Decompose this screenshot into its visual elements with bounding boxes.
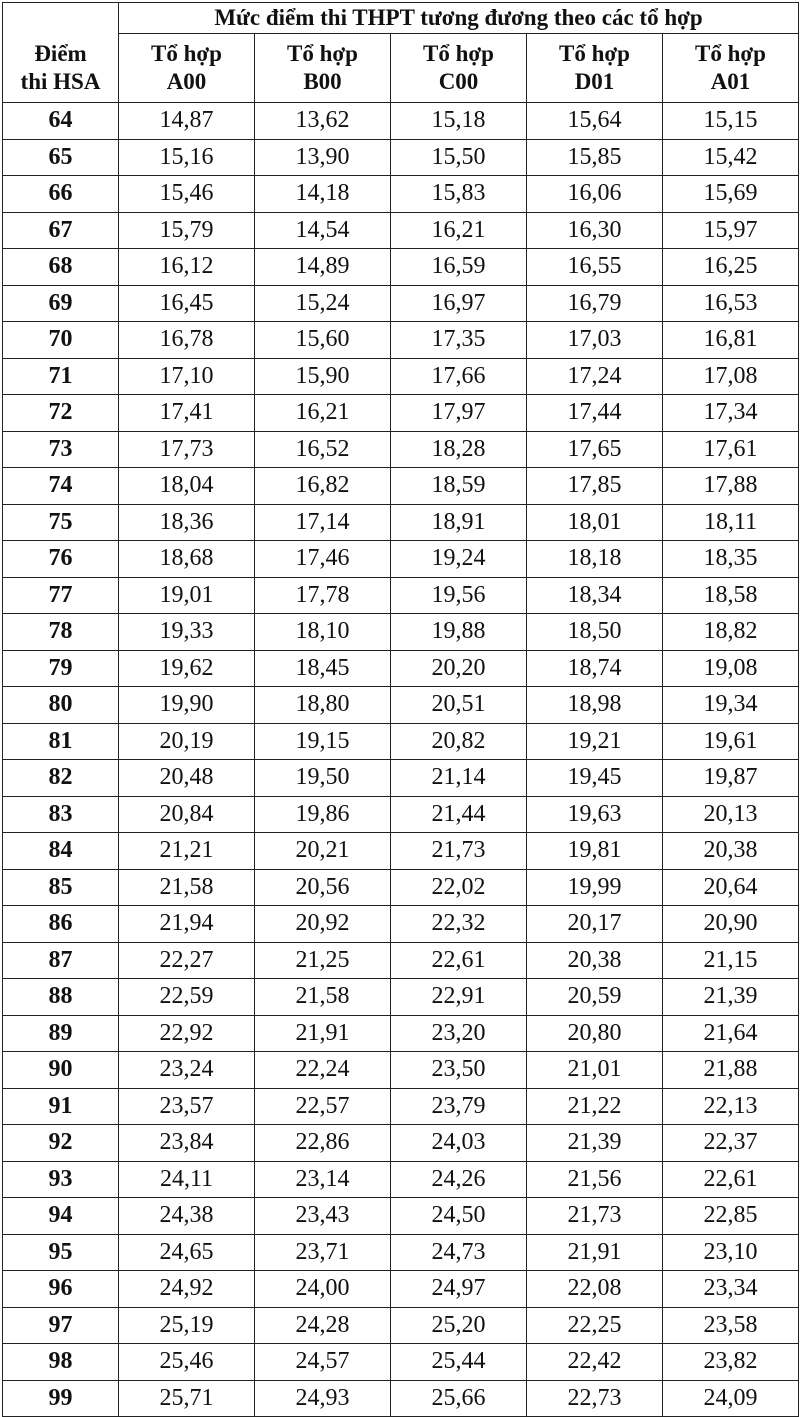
equivalent-score-a01-cell: 18,11 bbox=[663, 504, 799, 541]
equivalent-score-d01-cell: 16,79 bbox=[527, 285, 663, 322]
equivalent-score-d01-cell: 22,73 bbox=[527, 1380, 663, 1417]
equivalent-score-b00-cell: 13,62 bbox=[255, 103, 391, 140]
equivalent-score-a00-cell: 21,58 bbox=[119, 869, 255, 906]
table-body bbox=[3, 103, 799, 1417]
equivalent-score-b00-cell: 14,18 bbox=[255, 176, 391, 213]
equivalent-score-a01-cell: 23,10 bbox=[663, 1234, 799, 1271]
equivalent-score-a01-cell: 20,38 bbox=[663, 833, 799, 870]
group-title: Mức điểm thi THPT tương đương theo các tổ hợp bbox=[119, 3, 799, 34]
equivalent-score-c00-cell: 19,88 bbox=[391, 614, 527, 651]
equivalent-score-b00-cell: 21,91 bbox=[255, 1015, 391, 1052]
equivalent-score-d01-cell: 18,50 bbox=[527, 614, 663, 651]
equivalent-score-a00-cell: 19,62 bbox=[119, 650, 255, 687]
equivalent-score-b00-cell: 22,24 bbox=[255, 1052, 391, 1089]
equivalent-score-a01-cell: 20,13 bbox=[663, 796, 799, 833]
table-row bbox=[3, 833, 799, 870]
equivalent-score-c00-cell: 19,24 bbox=[391, 541, 527, 578]
header-combo-line1: Tổ hợp bbox=[695, 41, 766, 66]
equivalent-score-d01-cell: 18,74 bbox=[527, 650, 663, 687]
equivalent-score-a01-cell: 17,61 bbox=[663, 431, 799, 468]
hsa-score-cell: 79 bbox=[3, 650, 119, 687]
hsa-score-cell: 89 bbox=[3, 1015, 119, 1052]
equivalent-score-a01-cell: 15,69 bbox=[663, 176, 799, 213]
equivalent-score-a00-cell: 24,92 bbox=[119, 1271, 255, 1308]
equivalent-score-b00-cell: 24,93 bbox=[255, 1380, 391, 1417]
header-combo-code: B00 bbox=[303, 69, 342, 94]
equivalent-score-d01-cell: 17,24 bbox=[527, 358, 663, 395]
equivalent-score-c00-cell: 20,51 bbox=[391, 687, 527, 724]
table-row bbox=[3, 942, 799, 979]
equivalent-score-a00-cell: 21,94 bbox=[119, 906, 255, 943]
header-combo-a01 bbox=[663, 34, 799, 103]
hsa-score-cell: 66 bbox=[3, 176, 119, 213]
equivalent-score-c00-cell: 23,50 bbox=[391, 1052, 527, 1089]
hsa-score-cell: 73 bbox=[3, 431, 119, 468]
header-combo-code: D01 bbox=[574, 69, 615, 94]
header-hsa-line2: thi HSA bbox=[20, 68, 101, 94]
table-row bbox=[3, 1307, 799, 1344]
equivalent-score-a01-cell: 21,39 bbox=[663, 979, 799, 1016]
equivalent-score-d01-cell: 21,73 bbox=[527, 1198, 663, 1235]
hsa-score-cell: 86 bbox=[3, 906, 119, 943]
hsa-score-cell: 75 bbox=[3, 504, 119, 541]
equivalent-score-c00-cell: 16,59 bbox=[391, 249, 527, 286]
equivalent-score-c00-cell: 21,73 bbox=[391, 833, 527, 870]
hsa-score-cell: 84 bbox=[3, 833, 119, 870]
equivalent-score-a00-cell: 20,48 bbox=[119, 760, 255, 797]
equivalent-score-c00-cell: 15,50 bbox=[391, 139, 527, 176]
equivalent-score-b00-cell: 13,90 bbox=[255, 139, 391, 176]
equivalent-score-a01-cell: 17,34 bbox=[663, 395, 799, 432]
equivalent-score-a00-cell: 17,73 bbox=[119, 431, 255, 468]
hsa-score-cell: 78 bbox=[3, 614, 119, 651]
table-row bbox=[3, 723, 799, 760]
header-hsa-line1: Điểm bbox=[34, 40, 87, 66]
table-row bbox=[3, 687, 799, 724]
hsa-score-cell: 92 bbox=[3, 1125, 119, 1162]
hsa-score-cell: 85 bbox=[3, 869, 119, 906]
header-combo-code: C00 bbox=[438, 69, 479, 94]
header-combo-line1: Tổ hợp bbox=[151, 41, 222, 66]
header-combo-a00 bbox=[119, 34, 255, 103]
equivalent-score-d01-cell: 21,01 bbox=[527, 1052, 663, 1089]
hsa-score-cell: 81 bbox=[3, 723, 119, 760]
equivalent-score-c00-cell: 25,20 bbox=[391, 1307, 527, 1344]
header-combo-code: A01 bbox=[710, 69, 751, 94]
equivalent-score-b00-cell: 16,82 bbox=[255, 468, 391, 505]
equivalent-score-b00-cell: 15,60 bbox=[255, 322, 391, 359]
equivalent-score-c00-cell: 21,14 bbox=[391, 760, 527, 797]
table-row bbox=[3, 650, 799, 687]
equivalent-score-a01-cell: 16,25 bbox=[663, 249, 799, 286]
hsa-score-cell: 68 bbox=[3, 249, 119, 286]
equivalent-score-d01-cell: 19,45 bbox=[527, 760, 663, 797]
equivalent-score-a01-cell: 21,15 bbox=[663, 942, 799, 979]
equivalent-score-b00-cell: 16,21 bbox=[255, 395, 391, 432]
hsa-score-cell: 72 bbox=[3, 395, 119, 432]
equivalent-score-b00-cell: 20,21 bbox=[255, 833, 391, 870]
equivalent-score-a00-cell: 16,12 bbox=[119, 249, 255, 286]
hsa-score-cell: 64 bbox=[3, 103, 119, 140]
equivalent-score-a01-cell: 19,87 bbox=[663, 760, 799, 797]
hsa-score-cell: 93 bbox=[3, 1161, 119, 1198]
hsa-score-cell: 74 bbox=[3, 468, 119, 505]
equivalent-score-b00-cell: 17,14 bbox=[255, 504, 391, 541]
equivalent-score-c00-cell: 22,02 bbox=[391, 869, 527, 906]
equivalent-score-d01-cell: 18,34 bbox=[527, 577, 663, 614]
equivalent-score-c00-cell: 25,44 bbox=[391, 1344, 527, 1381]
equivalent-score-c00-cell: 23,20 bbox=[391, 1015, 527, 1052]
equivalent-score-c00-cell: 24,26 bbox=[391, 1161, 527, 1198]
header-combo-line1: Tổ hợp bbox=[559, 41, 630, 66]
header-combo-d01 bbox=[527, 34, 663, 103]
equivalent-score-d01-cell: 21,22 bbox=[527, 1088, 663, 1125]
equivalent-score-a01-cell: 23,34 bbox=[663, 1271, 799, 1308]
equivalent-score-a00-cell: 16,78 bbox=[119, 322, 255, 359]
equivalent-score-a00-cell: 23,24 bbox=[119, 1052, 255, 1089]
equivalent-score-c00-cell: 18,59 bbox=[391, 468, 527, 505]
table-row bbox=[3, 1088, 799, 1125]
score-conversion-table bbox=[2, 2, 799, 1417]
equivalent-score-a00-cell: 18,04 bbox=[119, 468, 255, 505]
equivalent-score-a01-cell: 22,61 bbox=[663, 1161, 799, 1198]
equivalent-score-a00-cell: 24,65 bbox=[119, 1234, 255, 1271]
equivalent-score-a00-cell: 15,79 bbox=[119, 212, 255, 249]
table-row bbox=[3, 431, 799, 468]
hsa-score-cell: 69 bbox=[3, 285, 119, 322]
hsa-score-cell: 71 bbox=[3, 358, 119, 395]
equivalent-score-b00-cell: 23,71 bbox=[255, 1234, 391, 1271]
table-row bbox=[3, 1198, 799, 1235]
table-row bbox=[3, 212, 799, 249]
equivalent-score-d01-cell: 22,25 bbox=[527, 1307, 663, 1344]
equivalent-score-a00-cell: 19,01 bbox=[119, 577, 255, 614]
equivalent-score-b00-cell: 18,45 bbox=[255, 650, 391, 687]
equivalent-score-a00-cell: 24,11 bbox=[119, 1161, 255, 1198]
header-combo-b00 bbox=[255, 34, 391, 103]
equivalent-score-d01-cell: 22,08 bbox=[527, 1271, 663, 1308]
equivalent-score-c00-cell: 22,32 bbox=[391, 906, 527, 943]
table-row bbox=[3, 322, 799, 359]
equivalent-score-a01-cell: 21,88 bbox=[663, 1052, 799, 1089]
equivalent-score-a01-cell: 15,15 bbox=[663, 103, 799, 140]
equivalent-score-d01-cell: 15,64 bbox=[527, 103, 663, 140]
hsa-score-cell: 83 bbox=[3, 796, 119, 833]
equivalent-score-d01-cell: 21,91 bbox=[527, 1234, 663, 1271]
equivalent-score-a00-cell: 24,38 bbox=[119, 1198, 255, 1235]
equivalent-score-a00-cell: 19,33 bbox=[119, 614, 255, 651]
equivalent-score-b00-cell: 23,43 bbox=[255, 1198, 391, 1235]
table-row bbox=[3, 1015, 799, 1052]
table-row bbox=[3, 249, 799, 286]
equivalent-score-d01-cell: 17,44 bbox=[527, 395, 663, 432]
table-row bbox=[3, 504, 799, 541]
header-row-group bbox=[3, 3, 799, 34]
equivalent-score-b00-cell: 15,24 bbox=[255, 285, 391, 322]
equivalent-score-d01-cell: 22,42 bbox=[527, 1344, 663, 1381]
table-row bbox=[3, 1380, 799, 1417]
equivalent-score-a00-cell: 15,16 bbox=[119, 139, 255, 176]
equivalent-score-a01-cell: 15,42 bbox=[663, 139, 799, 176]
equivalent-score-b00-cell: 21,25 bbox=[255, 942, 391, 979]
hsa-score-cell: 70 bbox=[3, 322, 119, 359]
equivalent-score-c00-cell: 15,18 bbox=[391, 103, 527, 140]
equivalent-score-d01-cell: 16,55 bbox=[527, 249, 663, 286]
equivalent-score-a01-cell: 22,13 bbox=[663, 1088, 799, 1125]
hsa-score-cell: 67 bbox=[3, 212, 119, 249]
equivalent-score-b00-cell: 21,58 bbox=[255, 979, 391, 1016]
equivalent-score-a00-cell: 22,92 bbox=[119, 1015, 255, 1052]
hsa-score-cell: 82 bbox=[3, 760, 119, 797]
equivalent-score-b00-cell: 20,56 bbox=[255, 869, 391, 906]
table-row bbox=[3, 139, 799, 176]
equivalent-score-c00-cell: 18,28 bbox=[391, 431, 527, 468]
header-row-columns bbox=[3, 34, 799, 103]
equivalent-score-c00-cell: 16,97 bbox=[391, 285, 527, 322]
header-combo-line1: Tổ hợp bbox=[287, 41, 358, 66]
equivalent-score-b00-cell: 24,00 bbox=[255, 1271, 391, 1308]
equivalent-score-a01-cell: 18,35 bbox=[663, 541, 799, 578]
equivalent-score-c00-cell: 24,97 bbox=[391, 1271, 527, 1308]
hsa-score-cell: 77 bbox=[3, 577, 119, 614]
equivalent-score-a01-cell: 18,58 bbox=[663, 577, 799, 614]
hsa-score-cell: 76 bbox=[3, 541, 119, 578]
equivalent-score-a01-cell: 21,64 bbox=[663, 1015, 799, 1052]
header-hsa-score bbox=[3, 34, 119, 103]
equivalent-score-b00-cell: 17,46 bbox=[255, 541, 391, 578]
hsa-score-cell: 99 bbox=[3, 1380, 119, 1417]
equivalent-score-c00-cell: 22,91 bbox=[391, 979, 527, 1016]
equivalent-score-d01-cell: 19,63 bbox=[527, 796, 663, 833]
table-row bbox=[3, 1052, 799, 1089]
equivalent-score-a01-cell: 22,37 bbox=[663, 1125, 799, 1162]
equivalent-score-a00-cell: 25,46 bbox=[119, 1344, 255, 1381]
equivalent-score-b00-cell: 14,54 bbox=[255, 212, 391, 249]
hsa-score-cell: 88 bbox=[3, 979, 119, 1016]
equivalent-score-a00-cell: 17,10 bbox=[119, 358, 255, 395]
equivalent-score-a01-cell: 16,53 bbox=[663, 285, 799, 322]
equivalent-score-c00-cell: 19,56 bbox=[391, 577, 527, 614]
equivalent-score-b00-cell: 18,10 bbox=[255, 614, 391, 651]
equivalent-score-c00-cell: 25,66 bbox=[391, 1380, 527, 1417]
equivalent-score-a01-cell: 19,08 bbox=[663, 650, 799, 687]
equivalent-score-a00-cell: 20,19 bbox=[119, 723, 255, 760]
equivalent-score-c00-cell: 17,66 bbox=[391, 358, 527, 395]
equivalent-score-c00-cell: 20,82 bbox=[391, 723, 527, 760]
equivalent-score-d01-cell: 20,17 bbox=[527, 906, 663, 943]
equivalent-score-b00-cell: 19,15 bbox=[255, 723, 391, 760]
header-blank-cell bbox=[3, 3, 119, 34]
equivalent-score-a00-cell: 16,45 bbox=[119, 285, 255, 322]
equivalent-score-c00-cell: 17,35 bbox=[391, 322, 527, 359]
equivalent-score-a01-cell: 18,82 bbox=[663, 614, 799, 651]
equivalent-score-a00-cell: 20,84 bbox=[119, 796, 255, 833]
table-row bbox=[3, 468, 799, 505]
equivalent-score-a01-cell: 23,58 bbox=[663, 1307, 799, 1344]
equivalent-score-d01-cell: 21,39 bbox=[527, 1125, 663, 1162]
equivalent-score-a00-cell: 17,41 bbox=[119, 395, 255, 432]
equivalent-score-d01-cell: 16,06 bbox=[527, 176, 663, 213]
table-row bbox=[3, 541, 799, 578]
equivalent-score-b00-cell: 14,89 bbox=[255, 249, 391, 286]
equivalent-score-a00-cell: 22,27 bbox=[119, 942, 255, 979]
equivalent-score-a00-cell: 25,71 bbox=[119, 1380, 255, 1417]
equivalent-score-a01-cell: 15,97 bbox=[663, 212, 799, 249]
equivalent-score-b00-cell: 18,80 bbox=[255, 687, 391, 724]
equivalent-score-c00-cell: 18,91 bbox=[391, 504, 527, 541]
equivalent-score-a01-cell: 17,08 bbox=[663, 358, 799, 395]
equivalent-score-d01-cell: 20,80 bbox=[527, 1015, 663, 1052]
equivalent-score-b00-cell: 22,86 bbox=[255, 1125, 391, 1162]
equivalent-score-a00-cell: 18,68 bbox=[119, 541, 255, 578]
equivalent-score-d01-cell: 18,18 bbox=[527, 541, 663, 578]
table-row bbox=[3, 285, 799, 322]
equivalent-score-d01-cell: 18,01 bbox=[527, 504, 663, 541]
equivalent-score-a01-cell: 22,85 bbox=[663, 1198, 799, 1235]
equivalent-score-a01-cell: 19,34 bbox=[663, 687, 799, 724]
hsa-score-cell: 80 bbox=[3, 687, 119, 724]
hsa-score-cell: 97 bbox=[3, 1307, 119, 1344]
table-row bbox=[3, 577, 799, 614]
equivalent-score-d01-cell: 17,03 bbox=[527, 322, 663, 359]
equivalent-score-a00-cell: 23,84 bbox=[119, 1125, 255, 1162]
equivalent-score-b00-cell: 15,90 bbox=[255, 358, 391, 395]
equivalent-score-a00-cell: 25,19 bbox=[119, 1307, 255, 1344]
equivalent-score-d01-cell: 18,98 bbox=[527, 687, 663, 724]
table-row bbox=[3, 869, 799, 906]
equivalent-score-d01-cell: 20,59 bbox=[527, 979, 663, 1016]
equivalent-score-a01-cell: 17,88 bbox=[663, 468, 799, 505]
equivalent-score-c00-cell: 20,20 bbox=[391, 650, 527, 687]
header-combo-code: A00 bbox=[166, 69, 207, 94]
equivalent-score-b00-cell: 16,52 bbox=[255, 431, 391, 468]
equivalent-score-c00-cell: 24,03 bbox=[391, 1125, 527, 1162]
table-row bbox=[3, 395, 799, 432]
equivalent-score-a01-cell: 20,64 bbox=[663, 869, 799, 906]
equivalent-score-c00-cell: 24,73 bbox=[391, 1234, 527, 1271]
equivalent-score-a00-cell: 14,87 bbox=[119, 103, 255, 140]
equivalent-score-b00-cell: 23,14 bbox=[255, 1161, 391, 1198]
table-row bbox=[3, 1161, 799, 1198]
equivalent-score-d01-cell: 19,81 bbox=[527, 833, 663, 870]
header-combo-line1: Tổ hợp bbox=[423, 41, 494, 66]
header-combo-c00 bbox=[391, 34, 527, 103]
equivalent-score-d01-cell: 21,56 bbox=[527, 1161, 663, 1198]
table-row bbox=[3, 979, 799, 1016]
hsa-score-cell: 87 bbox=[3, 942, 119, 979]
equivalent-score-b00-cell: 22,57 bbox=[255, 1088, 391, 1125]
equivalent-score-a01-cell: 24,09 bbox=[663, 1380, 799, 1417]
equivalent-score-c00-cell: 24,50 bbox=[391, 1198, 527, 1235]
equivalent-score-c00-cell: 17,97 bbox=[391, 395, 527, 432]
table-row bbox=[3, 176, 799, 213]
table-row bbox=[3, 1271, 799, 1308]
equivalent-score-a00-cell: 23,57 bbox=[119, 1088, 255, 1125]
score-conversion-sheet bbox=[2, 2, 798, 1411]
equivalent-score-a00-cell: 21,21 bbox=[119, 833, 255, 870]
hsa-score-cell: 65 bbox=[3, 139, 119, 176]
hsa-score-cell: 96 bbox=[3, 1271, 119, 1308]
hsa-score-cell: 94 bbox=[3, 1198, 119, 1235]
equivalent-score-d01-cell: 19,99 bbox=[527, 869, 663, 906]
equivalent-score-a01-cell: 23,82 bbox=[663, 1344, 799, 1381]
equivalent-score-c00-cell: 23,79 bbox=[391, 1088, 527, 1125]
table-row bbox=[3, 103, 799, 140]
equivalent-score-a00-cell: 22,59 bbox=[119, 979, 255, 1016]
table-row bbox=[3, 760, 799, 797]
table-row bbox=[3, 906, 799, 943]
hsa-score-cell: 98 bbox=[3, 1344, 119, 1381]
table-row bbox=[3, 1125, 799, 1162]
table-row bbox=[3, 1234, 799, 1271]
equivalent-score-a00-cell: 19,90 bbox=[119, 687, 255, 724]
equivalent-score-d01-cell: 16,30 bbox=[527, 212, 663, 249]
equivalent-score-c00-cell: 22,61 bbox=[391, 942, 527, 979]
equivalent-score-a01-cell: 19,61 bbox=[663, 723, 799, 760]
equivalent-score-c00-cell: 15,83 bbox=[391, 176, 527, 213]
equivalent-score-c00-cell: 21,44 bbox=[391, 796, 527, 833]
equivalent-score-d01-cell: 17,85 bbox=[527, 468, 663, 505]
table-row bbox=[3, 614, 799, 651]
equivalent-score-b00-cell: 17,78 bbox=[255, 577, 391, 614]
hsa-score-cell: 90 bbox=[3, 1052, 119, 1089]
equivalent-score-b00-cell: 24,28 bbox=[255, 1307, 391, 1344]
equivalent-score-b00-cell: 19,50 bbox=[255, 760, 391, 797]
equivalent-score-a00-cell: 18,36 bbox=[119, 504, 255, 541]
hsa-score-cell: 95 bbox=[3, 1234, 119, 1271]
equivalent-score-a00-cell: 15,46 bbox=[119, 176, 255, 213]
equivalent-score-b00-cell: 24,57 bbox=[255, 1344, 391, 1381]
equivalent-score-d01-cell: 19,21 bbox=[527, 723, 663, 760]
equivalent-score-d01-cell: 20,38 bbox=[527, 942, 663, 979]
table-row bbox=[3, 796, 799, 833]
equivalent-score-d01-cell: 17,65 bbox=[527, 431, 663, 468]
equivalent-score-b00-cell: 20,92 bbox=[255, 906, 391, 943]
equivalent-score-c00-cell: 16,21 bbox=[391, 212, 527, 249]
equivalent-score-a01-cell: 16,81 bbox=[663, 322, 799, 359]
equivalent-score-d01-cell: 15,85 bbox=[527, 139, 663, 176]
hsa-score-cell: 91 bbox=[3, 1088, 119, 1125]
equivalent-score-a01-cell: 20,90 bbox=[663, 906, 799, 943]
equivalent-score-b00-cell: 19,86 bbox=[255, 796, 391, 833]
table-row bbox=[3, 1344, 799, 1381]
table-row bbox=[3, 358, 799, 395]
